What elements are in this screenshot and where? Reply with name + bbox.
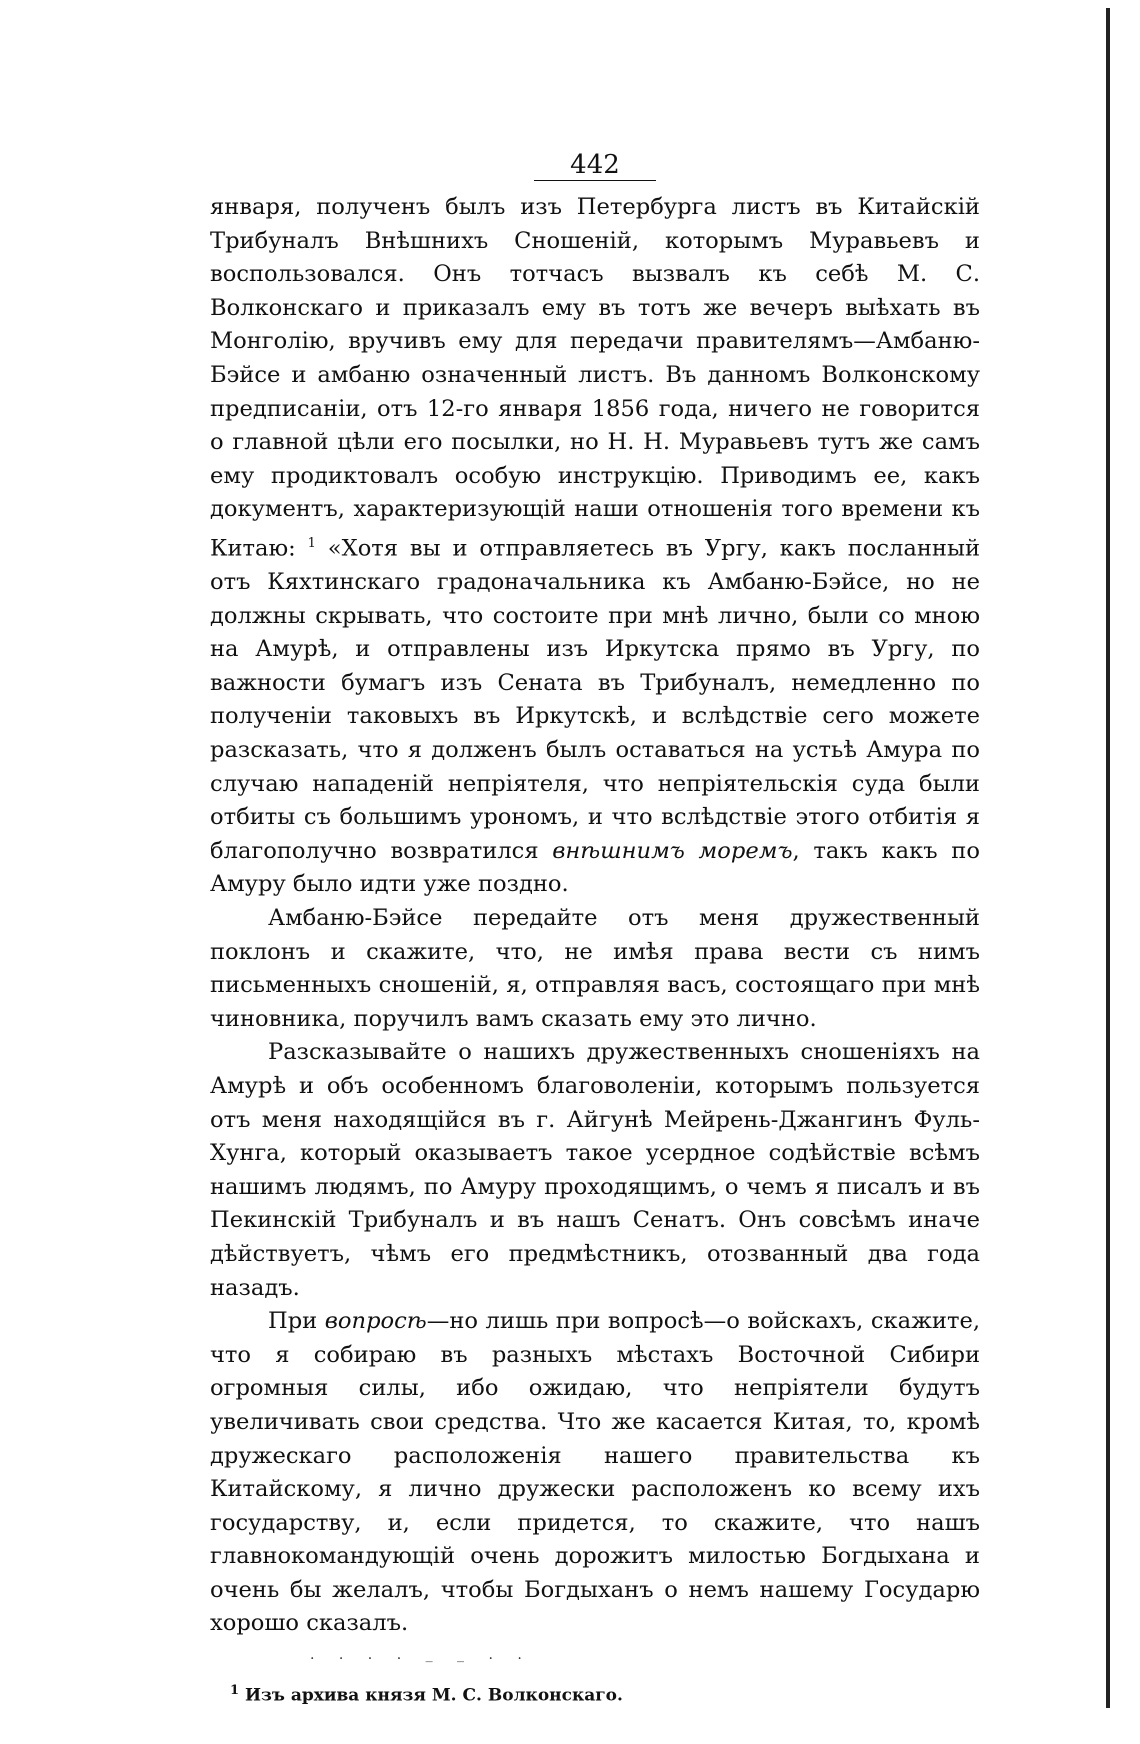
italic-phrase: внѣшнимъ моремъ xyxy=(552,837,793,864)
footnote xyxy=(230,1683,980,1706)
page-number: 442 xyxy=(210,150,980,181)
paragraph-1: января, полученъ былъ изъ Петербурга листъ въ Китайскій Трибуналъ Внѣшнихъ Сношеній, которымъ Муравьевъ и воспользовался. Онъ тотчасъ вызвалъ къ себѣ М. С. Волконскаго и приказалъ ему въ тотъ же вечеръ выѣхать въ Монголію, вручивъ ему для передачи правителямъ—Амбаню-Бэйсе и амбаню означенный листъ. Въ данномъ Волконскому предписаніи, отъ 12-го января 1856 года, ничего не говорится о главной цѣли его посылки, но Н. Н. Муравьевъ тутъ же самъ ему продиктовалъ особую инструкцію. Приводимъ ее, какъ документъ, характеризующій наши отношенія того времени къ Китаю: $^1$ «Хотя вы и отправляетесь въ Ургу, какъ посланный отъ Кяхтинскаго градоначальника къ Амбаню-Бэйсе, но не должны скрывать, что состоите при мнѣ лично, были со мною на Амурѣ, и отправлены изъ Иркутска прямо въ Ургу, по важности бумагъ изъ Сената въ Трибуналъ, немедленно по полученіи таковыхъ въ Иркутскѣ, и вслѣдствіе сего можете разсказать, что я долженъ былъ оставаться на устьѣ Амура по случаю нападеній непріятеля, что непріятельскія суда были отбиты съ большимъ урономъ, и что вслѣдствіе этого отбитія я благополучно возвратился внѣшнимъ моремъ, такъ какъ по Амуру было идти уже поздно. xyxy=(210,194,980,898)
page-edge-line xyxy=(1106,8,1110,1708)
footnote-text: Изъ архива князя М. С. Волконскаго. xyxy=(244,1685,623,1706)
italic-word: вопросѣ xyxy=(324,1308,427,1335)
paragraph-4: При вопросѣ—но лишь при вопросѣ—о войскахъ, скажите, что я собираю въ разныхъ мѣстахъ Восточной Сибири огромныя силы, ибо ожидаю, что непріятели будутъ увеличивать свои средства. Что же касается Китая, то, кромѣ дружескаго расположенія нашего правительства къ Китайскому, я лично дружески расположенъ ко всему ихъ государству, и, если придется, то скажите, что нашъ главнокомандующій очень дорожитъ милостью Богдыхана и очень бы желалъ, чтобы Богдыханъ о немъ нашему Государю хорошо сказалъ. xyxy=(210,1308,980,1637)
paragraph-2: Амбаню-Бэйсе передайте отъ меня дружественный поклонъ и скажите, что, не имѣя права вести съ нимъ письменныхъ сношеній, я, отправляя васъ, состоящаго при мнѣ чиновника, поручилъ вамъ сказать ему это лично. xyxy=(210,905,980,1032)
page xyxy=(210,150,980,1706)
paragraph-3: Разсказывайте о нашихъ дружественныхъ сношеніяхъ на Амурѣ и объ особенномъ благоволеніи, которымъ пользуется отъ меня находящійся въ г. Айгунѣ Мейрень-Джангинъ Фуль-Хунга, который оказываетъ такое усердное содѣйствіе всѣмъ нашимъ людямъ, по Амуру проходящимъ, о чемъ я писалъ и въ Пекинскій Трибуналъ и въ нашъ Сенатъ. Онъ совсѣмъ иначе дѣйствуетъ, чѣмъ его предмѣстникъ, отозванный два года назадъ. xyxy=(210,1039,980,1301)
footnote-mark: 1 xyxy=(230,1683,240,1699)
separator-dots: . . . . _ _ . . xyxy=(310,1647,532,1664)
footnote-reference: 1 xyxy=(307,535,316,551)
